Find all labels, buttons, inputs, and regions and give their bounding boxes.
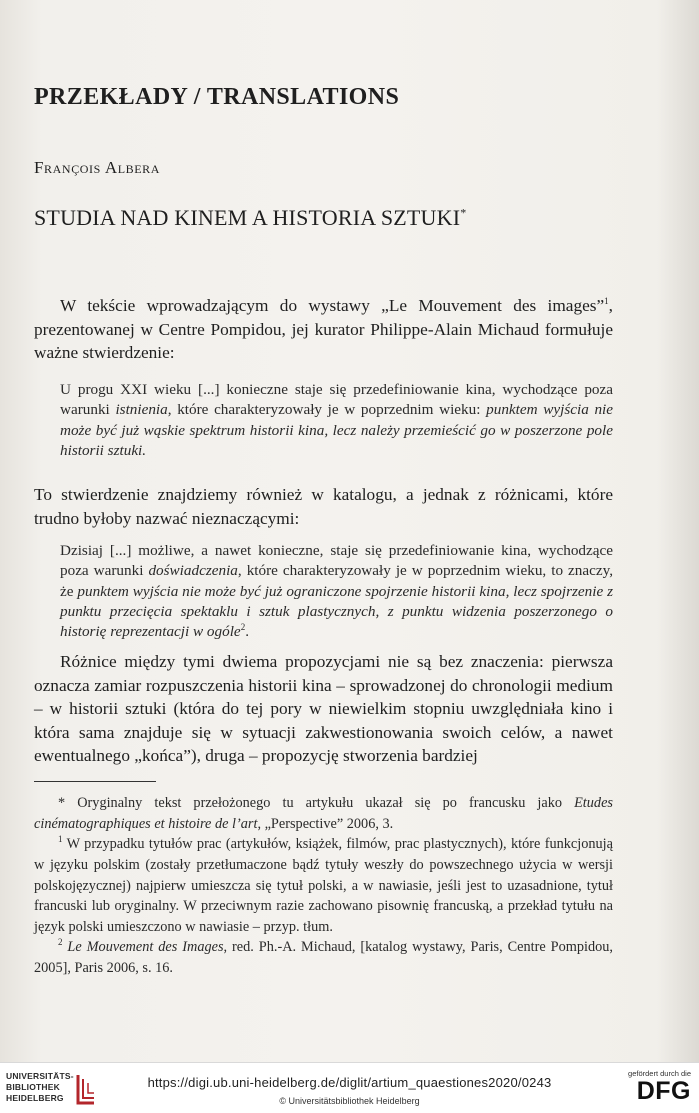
paragraph-text: , prezentowanej w Centre Pompidou, jej kurator Philippe-Alain Michaud formułuje ważne stwierdzenie: bbox=[34, 296, 613, 362]
funded-by-label: gefördert durch die bbox=[628, 1069, 691, 1078]
footnote-text: , red. Ph.-A. Michaud, [katalog wystawy, Paris, Centre Pompidou, 2005], Paris 2006, s. 16. bbox=[34, 939, 613, 976]
footnote-emphasis: Etudes cinématographiques et histoire de l’art bbox=[34, 795, 613, 832]
footnote-text: W przypadku tytułów prac (artykułów, książek, filmów, prac plastycznych), które funkcjonują w języku polskim (zostały przetłumaczone bądź tytuły weszły do powszechnego użycia w wersji polskojęzycznej) najpierw umieszcza się tytuł polski, a w nawiasie, jeśli jest to uzasadnione, tytuł francuski lub oryginalny. W przeciwnym razie zachowano pisownię francuską, a przekład tytułu na język polski umieszczono w nawiasie – przyp. tłum. bbox=[34, 836, 613, 936]
copyright-notice: © Universitätsbibliothek Heidelberg bbox=[279, 1096, 420, 1106]
footnote-text: , „Perspective” 2006, 3. bbox=[257, 815, 394, 832]
library-name-line: HEIDELBERG bbox=[6, 1093, 64, 1103]
article-author: François Albera bbox=[34, 158, 161, 177]
permalink-url[interactable]: https://digi.ub.uni-heidelberg.de/diglit/artium_quaestiones2020/0243 bbox=[147, 1075, 552, 1090]
quote-text: , które charakteryzowały je w poprzednim wieku, to znaczy, że bbox=[60, 562, 613, 600]
footnote-1 bbox=[34, 834, 613, 938]
library-name-line: BIBLIOTHEK bbox=[6, 1082, 60, 1092]
footnote-text: Oryginalny tekst przełożonego tu artykułu ukazał się po francusku jako bbox=[65, 795, 575, 811]
viewer-footer bbox=[0, 1062, 699, 1113]
footnote-ref-2: 2 bbox=[240, 622, 246, 633]
footnote-ref-1: 1 bbox=[604, 296, 609, 307]
block-quote-2 bbox=[60, 541, 613, 642]
body-paragraph-1 bbox=[34, 294, 613, 365]
footnote-star bbox=[34, 793, 613, 835]
footnote-mark: 2 bbox=[58, 937, 63, 948]
article-title-text: STUDIA NAD KINEM A HISTORIA SZTUKI bbox=[34, 205, 461, 230]
body-paragraph-2: To stwierdzenie znajdziemy również w katalogu, a jednak z różnicami, które trudno byłoby nazwać nieznaczącymi: bbox=[34, 485, 613, 528]
block-quote-1 bbox=[60, 380, 613, 461]
quote-text: , które charakteryzowały je w poprzednim wieku: bbox=[167, 401, 487, 419]
dfg-wordmark: DFG bbox=[636, 1077, 691, 1105]
footnote-mark: * bbox=[58, 795, 66, 811]
quote-emphasis: punktem wyjścia nie może być już wąskie spektrum historii kina, lecz należy przemieścić go w poszerzone pole historii sztuki. bbox=[60, 401, 614, 459]
section-heading: PRZEKŁADY / TRANSLATIONS bbox=[34, 84, 400, 110]
quote-text: Dzisiaj [...] możliwe, a nawet konieczne, staje się przedefiniowanie kina, wychodzące poza warunki bbox=[60, 542, 613, 580]
article-title bbox=[34, 205, 466, 231]
paragraph-text: W tekście wprowadzającym do wystawy „Le Mouvement des images” bbox=[60, 296, 605, 315]
footnote-mark: 1 bbox=[58, 834, 63, 845]
body-paragraph-3: Różnice między tymi dwiema propozycjami nie są bez znaczenia: pierwsza oznacza zamiar rozpuszczenia historii kina – sprowadzonej do chronologii medium – w historii sztuki (która do tej pory w niewielkim stopniu uwzględniała kino i która sama znajduje się w sytuacji zakwestionowania swoich celów, a nawet ewentualnego „końca”), druga – propozycję stworzenia bardziej bbox=[34, 652, 613, 765]
footnote-emphasis: Le Mouvement des Images bbox=[67, 939, 224, 955]
library-name-line: UNIVERSITÄTS- bbox=[6, 1071, 74, 1081]
dfg-logo[interactable] bbox=[621, 1069, 691, 1104]
title-footnote-mark: * bbox=[460, 205, 467, 220]
footnote-2 bbox=[34, 937, 613, 979]
quote-text: U progu XXI wieku [...] konieczne staje się przedefiniowanie kina, wychodzące poza warunki bbox=[60, 381, 613, 419]
quote-text: . bbox=[245, 623, 249, 641]
footnote-divider bbox=[34, 781, 156, 782]
quote-emphasis: istnienia bbox=[115, 401, 168, 419]
quote-emphasis: punktem wyjścia nie może być już ograniczone spojrzenie historii kina, lecz spojrzenie z punktu przecięcia spektaklu i sztuk plastycznych, z punktu widzenia poszerzonego o historię reprezentacji w ogóle bbox=[60, 582, 613, 641]
quote-emphasis: doświadczenia bbox=[148, 562, 238, 580]
